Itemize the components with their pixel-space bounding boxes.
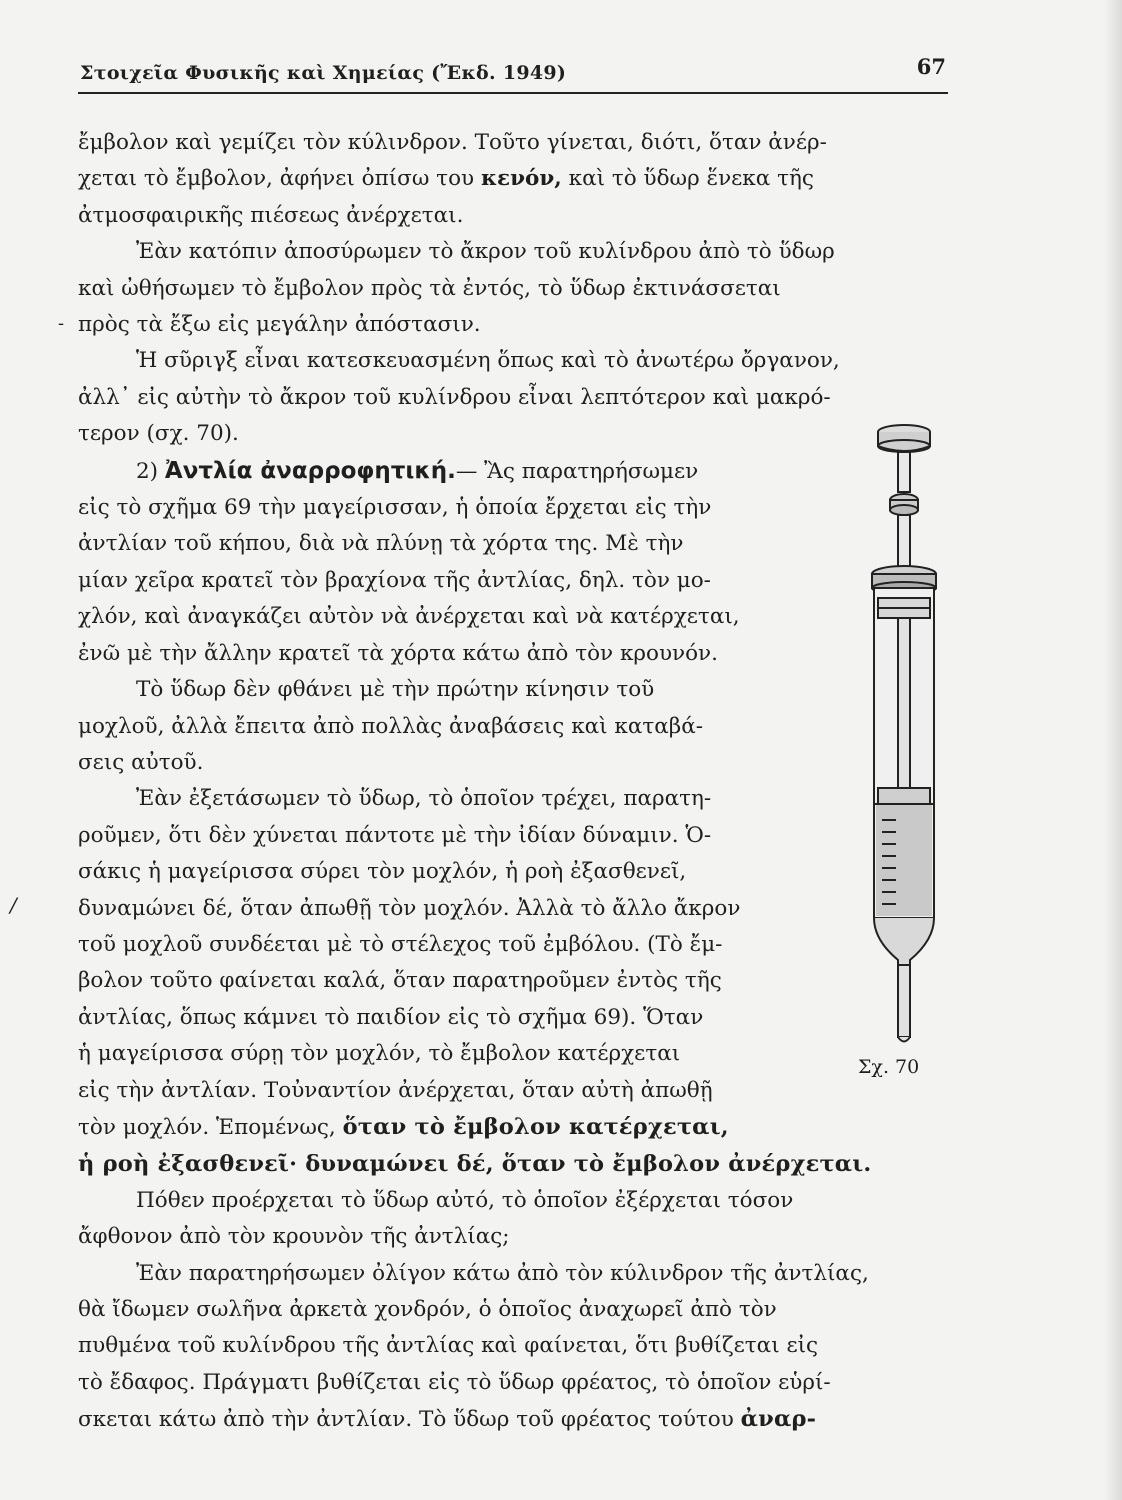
text-line: χλόν, καὶ ἀναγκάζει αὐτὸν νὰ ἀνέρχεται καὶ νὰ κατέρχεται, — [78, 604, 740, 630]
text-line: Ἐὰν κατόπιν ἀποσύρωμεν τὸ ἄκρον τοῦ κυλίνδρου ἀπὸ τὸ ὕδωρ — [136, 239, 835, 265]
text-line: χεται τὸ ἔμβολον, ἀφήνει ὀπίσω του κενόν, καὶ τὸ ὕδωρ ἕνεκα τῆς — [78, 166, 814, 192]
text-line: μοχλοῦ, ἀλλὰ ἔπειτα ἀπὸ πολλὰς ἀναβάσεις καὶ καταβά- — [78, 713, 703, 739]
text-line: βολον τοῦτο φαίνεται καλά, ὅταν παρατηροῦμεν ἐντὸς τῆς — [78, 968, 722, 994]
text-line: ἀντλίαν τοῦ κήπου, διὰ νὰ πλύνῃ τὰ χόρτα της. Μὲ τὴν — [78, 531, 684, 557]
text-line: εἰς τὸ σχῆμα 69 τὴν μαγείρισσαν, ἡ ὁποία ἔρχεται εἰς τὴν — [78, 495, 712, 521]
text-line: Ἡ σῦριγξ εἶναι κατεσκευασμένη ὅπως καὶ τὸ ἀνωτέρω ὄργανον, — [136, 348, 840, 374]
text-line: Ἐὰν παρατηρήσωμεν ὀλίγον κάτω ἀπὸ τὸν κύλινδρον τῆς ἀντλίας, — [136, 1260, 869, 1286]
text-line: ροῦμεν, ὅτι δὲν χύνεται πάντοτε μὲ τὴν ἰδίαν δύναμιν. Ὁ- — [78, 822, 712, 848]
text-line: σεις αὐτοῦ. — [78, 749, 204, 775]
bold-statement: ὅταν τὸ ἔμβολον κατέρχεται, — [342, 1113, 729, 1140]
bold-statement-line: ἡ ροὴ ἐξασθενεῖ· δυναμώνει δέ, ὅταν τὸ ἔμβολον ἀνέρχεται. — [78, 1151, 872, 1178]
text-line: Τὸ ὕδωρ δὲν φθάνει μὲ τὴν πρώτην κίνησιν τοῦ — [136, 677, 655, 703]
text-line: ἀτμοσφαιρικῆς πιέσεως ἀνέρχεται. — [78, 202, 464, 228]
text-line: τερον (σχ. 70). — [78, 421, 239, 447]
figure-caption: Σχ. 70 — [858, 1056, 920, 1078]
text-line: Ἐὰν ἐξετάσωμεν τὸ ὕδωρ, τὸ ὁποῖον τρέχει, παρατη- — [136, 786, 712, 812]
margin-pencil-mark: / — [10, 893, 17, 917]
text-line: θὰ ἴδωμεν σωλῆνα ἀρκετὰ χονδρόν, ὁ ὁποῖος ἀναχωρεῖ ἀπὸ τὸν — [78, 1297, 777, 1322]
running-title: Στοιχεῖα Φυσικῆς καὶ Χημείας (Ἔκδ. 1949) — [80, 62, 567, 84]
page-header — [78, 52, 948, 94]
text-line: δυναμώνει δέ, ὅταν ἀπωθῇ τὸν μοχλόν. Ἀλλὰ τὸ ἄλλο ἄκρον — [78, 895, 741, 921]
text-line: εἰς τὴν ἀντλίαν. Τοὐναντίον ἀνέρχεται, ὅταν αὐτὴ ἀπωθῇ — [78, 1077, 713, 1103]
text-line: σκεται κάτω ἀπὸ τὴν ἀντλίαν. Τὸ ὕδωρ τοῦ φρέατος τούτου ἀναρ- — [78, 1406, 817, 1433]
text-line: ἀντλίας, ὅπως κάμνει τὸ παιδίον εἰς τὸ σχῆμα 69). Ὅταν — [78, 1004, 704, 1030]
bold-term: κενόν, — [480, 166, 562, 192]
syringe-figure — [840, 420, 960, 1080]
margin-dash: - — [58, 313, 65, 334]
text-line: τὸν μοχλόν. Ἑπομένως, ὅταν τὸ ἔμβολον κατέρχεται, — [78, 1113, 729, 1140]
page-edge-shadow — [1104, 0, 1122, 1500]
text-line: ἐνῶ μὲ τὴν ἄλλην κρατεῖ τὰ χόρτα κάτω ἀπὸ τὸν κρουνόν. — [78, 640, 718, 666]
text-line: ἄφθονον ἀπὸ τὸν κρουνὸν τῆς ἀντλίας; — [78, 1224, 510, 1250]
text-line: πρὸς τὰ ἔξω εἰς μεγάλην ἀπόστασιν. — [78, 312, 481, 338]
text-line: τὸ ἔδαφος. Πράγματι βυθίζεται εἰς τὸ ὕδωρ φρέατος, τὸ ὁποῖον εὑρί- — [78, 1369, 831, 1395]
text-line: μίαν χεῖρα κρατεῖ τὸν βραχίονα τῆς ἀντλίας, δηλ. τὸν μο- — [78, 567, 711, 593]
section-heading-line: 2) Ἀντλία ἀναρροφητική.— Ἂς παρατηρήσωμεν — [136, 457, 699, 484]
text-line: ἡ μαγείρισσα σύρῃ τὸν μοχλόν, τὸ ἔμβολον κατέρχεται — [78, 1041, 681, 1067]
section-title: Ἀντλία ἀναρροφητική. — [164, 457, 456, 484]
page-number: 67 — [916, 54, 946, 79]
text-line: σάκις ἡ μαγείρισσα σύρει τὸν μοχλόν, ἡ ροὴ ἐξασθενεῖ, — [78, 859, 687, 885]
text-line: ἔμβολον καὶ γεμίζει τὸν κύλινδρον. Τοῦτο γίνεται, διότι, ὅταν ἀνέρ- — [78, 130, 827, 155]
bold-term: ἀναρ- — [740, 1406, 817, 1433]
text-line: καὶ ὠθήσωμεν τὸ ἔμβολον πρὸς τὰ ἐντός, τὸ ὕδωρ ἐκτινάσσεται — [78, 275, 781, 301]
body-text — [78, 125, 958, 1439]
text-line: πυθμένα τοῦ κυλίνδρου τῆς ἀντλίας καὶ φαίνεται, ὅτι βυθίζεται εἰς — [78, 1333, 819, 1359]
text-line: Πόθεν προέρχεται τὸ ὕδωρ αὐτό, τὸ ὁποῖον ἐξέρχεται τόσον — [136, 1187, 794, 1213]
text-line: τοῦ μοχλοῦ συνδέεται μὲ τὸ στέλεχος τοῦ ἐμβόλου. (Τὸ ἔμ- — [78, 931, 723, 957]
syringe-illustration — [840, 420, 960, 1060]
text-line: ἀλλ᾿ εἰς αὐτὴν τὸ ἄκρον τοῦ κυλίνδρου εἶναι λεπτότερον καὶ μακρό- — [78, 384, 831, 410]
